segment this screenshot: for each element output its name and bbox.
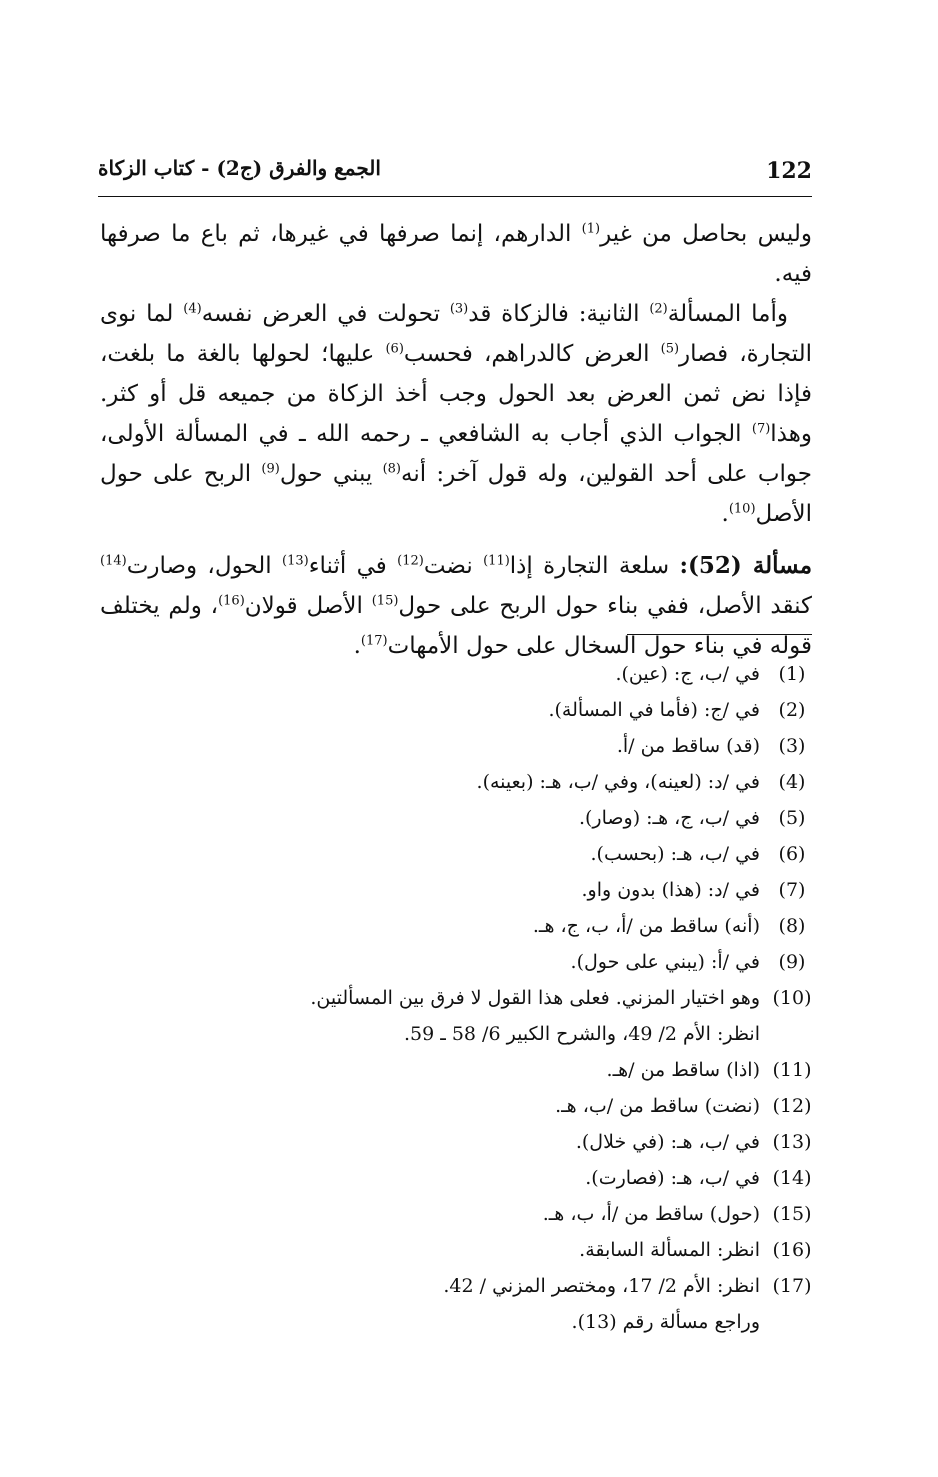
footnote-number: (11) — [772, 1059, 812, 1081]
text-run: في أثناء — [308, 553, 398, 579]
footnote-text: (اذا) ساقط من /هـ. — [606, 1059, 760, 1081]
footnote-number: (2) — [778, 699, 806, 721]
footnote-rule — [627, 634, 812, 635]
footnote-number: (6) — [778, 843, 806, 865]
footnote-text: في /ب، ج: (عين). — [615, 663, 760, 685]
footnote — [100, 872, 812, 908]
text-run: . — [353, 633, 361, 659]
footnote-ref: (5) — [660, 341, 680, 357]
footnote — [100, 692, 812, 728]
footnote-ref: (15) — [371, 593, 399, 609]
footnote — [100, 1088, 812, 1124]
text-run: الربح على حول الأصل — [100, 461, 812, 527]
issue-heading: مسألة (52): — [679, 552, 813, 579]
text-run: ، ولم يختلف قوله في بناء حول السخال على حول الأمهات — [100, 593, 812, 659]
text-run: كنقد الأصل، ففي بناء حول الربح على حول — [398, 593, 812, 619]
footnote-text: (نضت) ساقط من /ب، هـ. — [555, 1095, 760, 1117]
footnote-ref: (3) — [449, 301, 469, 317]
footnote-text: في /ب، ج، هـ: (وصار). — [578, 807, 760, 829]
footnote-text-continued: وراجع مسألة رقم (13). — [571, 1311, 760, 1333]
text-run: تحولت في العرض نفسه — [201, 301, 450, 327]
footnote — [100, 800, 812, 836]
footnote-number: (7) — [778, 879, 806, 901]
footnote-number: (16) — [772, 1239, 812, 1261]
footnote-ref: (4) — [183, 301, 202, 317]
text-run: العرض كالدراهم، فحسب — [403, 341, 661, 367]
footnote — [100, 836, 812, 872]
footnote — [100, 1268, 812, 1340]
footnote-number: (13) — [772, 1131, 812, 1153]
footnote-text: (أنه) ساقط من /أ، ب، ج، هـ. — [532, 915, 760, 937]
footnote-text-continued: انظر: الأم 2/ 49، والشرح الكبير 6/ 58 ـ 59. — [403, 1023, 760, 1045]
footnote-text: في /ب، هـ: (بحسب). — [590, 843, 760, 865]
main-text — [100, 214, 812, 666]
footnote-ref: (9) — [261, 461, 280, 477]
text-run: وليس بحاصل من غير — [600, 221, 812, 247]
header-rule — [98, 196, 812, 197]
footnote — [100, 1124, 812, 1160]
footnote-ref: (14) — [100, 553, 127, 569]
footnote-number: (1) — [778, 663, 806, 685]
footnote-number: (4) — [778, 771, 806, 793]
footnote-text: في /ب، هـ: (فصارت). — [585, 1167, 760, 1189]
footnote-text: في /أ: (يبني على حول). — [570, 951, 760, 973]
footnote — [100, 1052, 812, 1088]
footnotes — [100, 656, 812, 1340]
footnote-ref: (1) — [581, 221, 601, 237]
page-number: 122 — [766, 158, 812, 184]
footnote-ref: (2) — [649, 301, 668, 317]
running-title: الجمع والفرق (ج2) - كتاب الزكاة — [98, 156, 381, 180]
footnote-text: (قد) ساقط من /أ. — [616, 735, 760, 757]
footnote — [100, 1232, 812, 1268]
footnote — [100, 980, 812, 1052]
footnote-ref: (6) — [385, 341, 404, 357]
footnote-number: (10) — [772, 987, 812, 1009]
page-header — [98, 150, 812, 192]
text-run: عليها؛ لحولها بالغة ما بلغت، فإذا نض ثمن العرض بعد الحول وجب أخذ الزكاة من جميعه قل أو كثر. وهذا — [100, 341, 812, 447]
footnote-ref: (13) — [282, 553, 309, 569]
footnote-ref: (7) — [751, 421, 771, 437]
text-run: الثانية: فالزكاة قد — [468, 301, 650, 327]
text-run: الدارهم، إنما صرفها في غيرها، ثم باع ما صرفها فيه. — [100, 221, 812, 287]
footnote-number: (9) — [778, 951, 806, 973]
text-run: نضت — [423, 553, 484, 579]
text-run: . — [721, 501, 729, 527]
footnote-text: (حول) ساقط من /أ، ب، هـ. — [542, 1203, 760, 1225]
footnote — [100, 728, 812, 764]
footnote-ref: (11) — [483, 553, 510, 569]
footnote-text: في /ب، هـ: (في خلال). — [575, 1131, 760, 1153]
footnote — [100, 908, 812, 944]
text-run: الحول، وصارت — [126, 553, 283, 579]
footnote — [100, 1196, 812, 1232]
footnote-number: (3) — [778, 735, 806, 757]
footnote-number: (12) — [772, 1095, 812, 1117]
footnote-number: (5) — [778, 807, 806, 829]
footnote-number: (14) — [772, 1167, 812, 1189]
footnote-number: (17) — [772, 1275, 812, 1297]
footnote — [100, 764, 812, 800]
footnote-ref: (12) — [397, 553, 424, 569]
footnote-text: انظر: المسألة السابقة. — [579, 1239, 760, 1261]
text-run: سلعة التجارة إذا — [509, 553, 680, 579]
text-run: لما نوى التجارة، فصار — [100, 301, 813, 367]
text-run: الجواب الذي أجاب به الشافعي ـ رحمه الله ـ في المسألة الأولى، جواب على أحد القولين، وله قول آخر: أنه — [100, 421, 812, 487]
footnote-ref: (10) — [728, 501, 756, 517]
footnote-number: (15) — [772, 1203, 812, 1225]
footnote-text: في /د: (هذا) بدون واو. — [581, 879, 760, 901]
issue-52 — [100, 546, 812, 666]
paragraph-1 — [100, 214, 812, 294]
text-run: الأصل قولان — [244, 593, 372, 619]
footnote-ref: (16) — [218, 593, 245, 609]
footnote — [100, 1160, 812, 1196]
text-run: وأما المسألة — [667, 301, 788, 327]
footnote-text: في /د: (لعينه)، وفي /ب، هـ: (بعينه). — [476, 771, 760, 793]
footnote-text: في /ج: (فأما في المسألة). — [548, 699, 760, 721]
footnote-ref: (8) — [382, 461, 401, 477]
footnote-number: (8) — [778, 915, 806, 937]
text-run: يبني حول — [279, 461, 383, 487]
footnote — [100, 656, 812, 692]
footnote-text: وهو اختيار المزني. فعلى هذا القول لا فرق بين المسألتين. — [310, 987, 760, 1009]
paragraph-2 — [100, 294, 812, 534]
footnote-ref: (17) — [360, 633, 388, 649]
footnote — [100, 944, 812, 980]
footnote-text: انظر: الأم 2/ 17، ومختصر المزني / 42. — [443, 1275, 760, 1297]
